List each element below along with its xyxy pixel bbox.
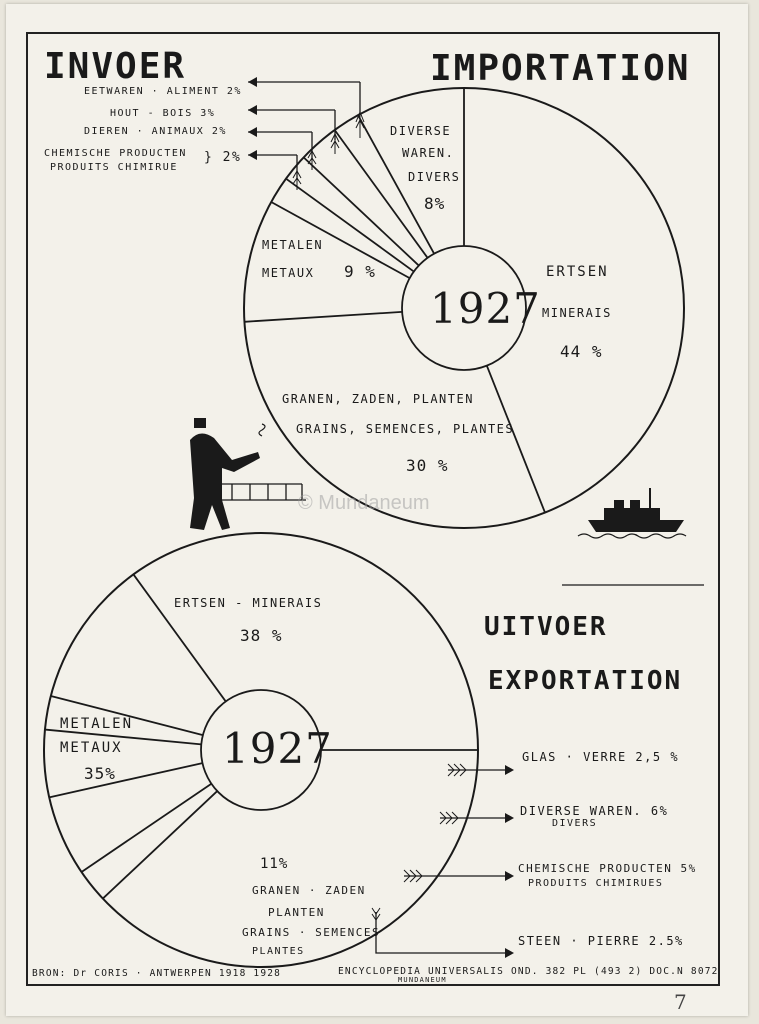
label-export-chemisch-fr: PRODUITS CHIMIRUES — [528, 878, 664, 889]
label-hout: HOUT - BOIS 3% — [110, 108, 216, 119]
importation-title: IMPORTATION — [430, 48, 691, 89]
label-export-metalen-nl: METALEN — [60, 716, 134, 732]
label-export-steen: STEEN · PIERRE 2.5% — [518, 934, 684, 948]
top-pie-slice-boundary-1 — [487, 366, 545, 513]
pct-metalen: 9 % — [344, 262, 376, 281]
label-chemisch-nl: CHEMISCHE PRODUCTEN — [44, 148, 187, 159]
label-export-diverse-fr: DIVERS — [552, 818, 598, 829]
worker-figure-icon — [190, 418, 306, 530]
label-export-granen-l1: GRANEN · ZADEN — [252, 884, 366, 897]
label-dieren: DIEREN · ANIMAUX 2% — [84, 126, 227, 137]
top-pie-slice-boundary-4 — [286, 179, 414, 272]
label-eetwaren: EETWAREN · ALIMENT 2% — [84, 86, 242, 97]
corner-mark: 7 — [674, 990, 687, 1014]
label-chemisch-pct: } 2% — [204, 150, 242, 165]
exportation-title: EXPORTATION — [488, 666, 683, 696]
pct-diverse: 8% — [424, 194, 446, 213]
label-ertsen-fr: MINERAIS — [542, 306, 612, 320]
pct-export-ertsen: 38 % — [240, 626, 283, 645]
label-chemisch-fr: PRODUITS CHIMIRUE — [50, 162, 178, 173]
import-year-label: 1927 — [430, 284, 541, 333]
footer-mundaneum: MUNDANEUM — [398, 976, 447, 984]
ship-icon — [578, 488, 686, 538]
export-year-label: 1927 — [222, 724, 333, 773]
label-ertsen-nl: ERTSEN — [546, 264, 609, 280]
bot-pie-slice-boundary-3 — [49, 763, 202, 797]
uitvoer-title: UITVOER — [484, 612, 608, 642]
pct-granen: 30 % — [406, 456, 449, 475]
top-pie-slice-boundary-2 — [244, 312, 402, 322]
label-export-metalen-fr: METAUX — [60, 740, 123, 756]
label-diverse-nl: DIVERSE — [390, 124, 452, 138]
pct-export-metalen: 35% — [84, 764, 116, 783]
pct-ertsen: 44 % — [560, 342, 603, 361]
watermark-text: © Mundaneum — [298, 492, 430, 514]
label-granen-nl: GRANEN, ZADEN, PLANTEN — [282, 392, 474, 406]
footer-source: BRON: Dr CORIS · ANTWERPEN 1918 1928 — [32, 968, 282, 979]
label-export-diverse-nl: DIVERSE WAREN. 6% — [520, 804, 669, 818]
label-metalen-fr: METAUX — [262, 266, 315, 280]
label-export-granen-l2: PLANTEN — [268, 906, 325, 919]
label-diverse-fr: DIVERS — [408, 170, 461, 184]
bot-pie-slice-boundary-6 — [133, 574, 225, 701]
label-granen-fr: GRAINS, SEMENCES, PLANTES — [296, 422, 515, 436]
label-export-glas: GLAS · VERRE 2,5 % — [522, 750, 680, 764]
label-export-granen-l3: GRAINS · SEMENCES — [242, 926, 381, 939]
pct-export-granen: 11% — [260, 856, 289, 872]
label-diverse-l2: WAREN. — [402, 146, 455, 160]
footer-reference: ENCYCLOPEDIA UNIVERSALIS OND. 382 PL (493 2) DOC.N 8072 — [338, 966, 719, 977]
label-export-chemisch-nl: CHEMISCHE PRODUCTEN 5% — [518, 862, 697, 875]
label-export-ertsen: ERTSEN - MINERAIS — [174, 596, 323, 610]
label-metalen-nl: METALEN — [262, 238, 324, 252]
label-export-granen-l4: PLANTES — [252, 946, 305, 957]
arrow-steen-icon — [376, 912, 512, 953]
invoer-title: INVOER — [44, 46, 187, 87]
